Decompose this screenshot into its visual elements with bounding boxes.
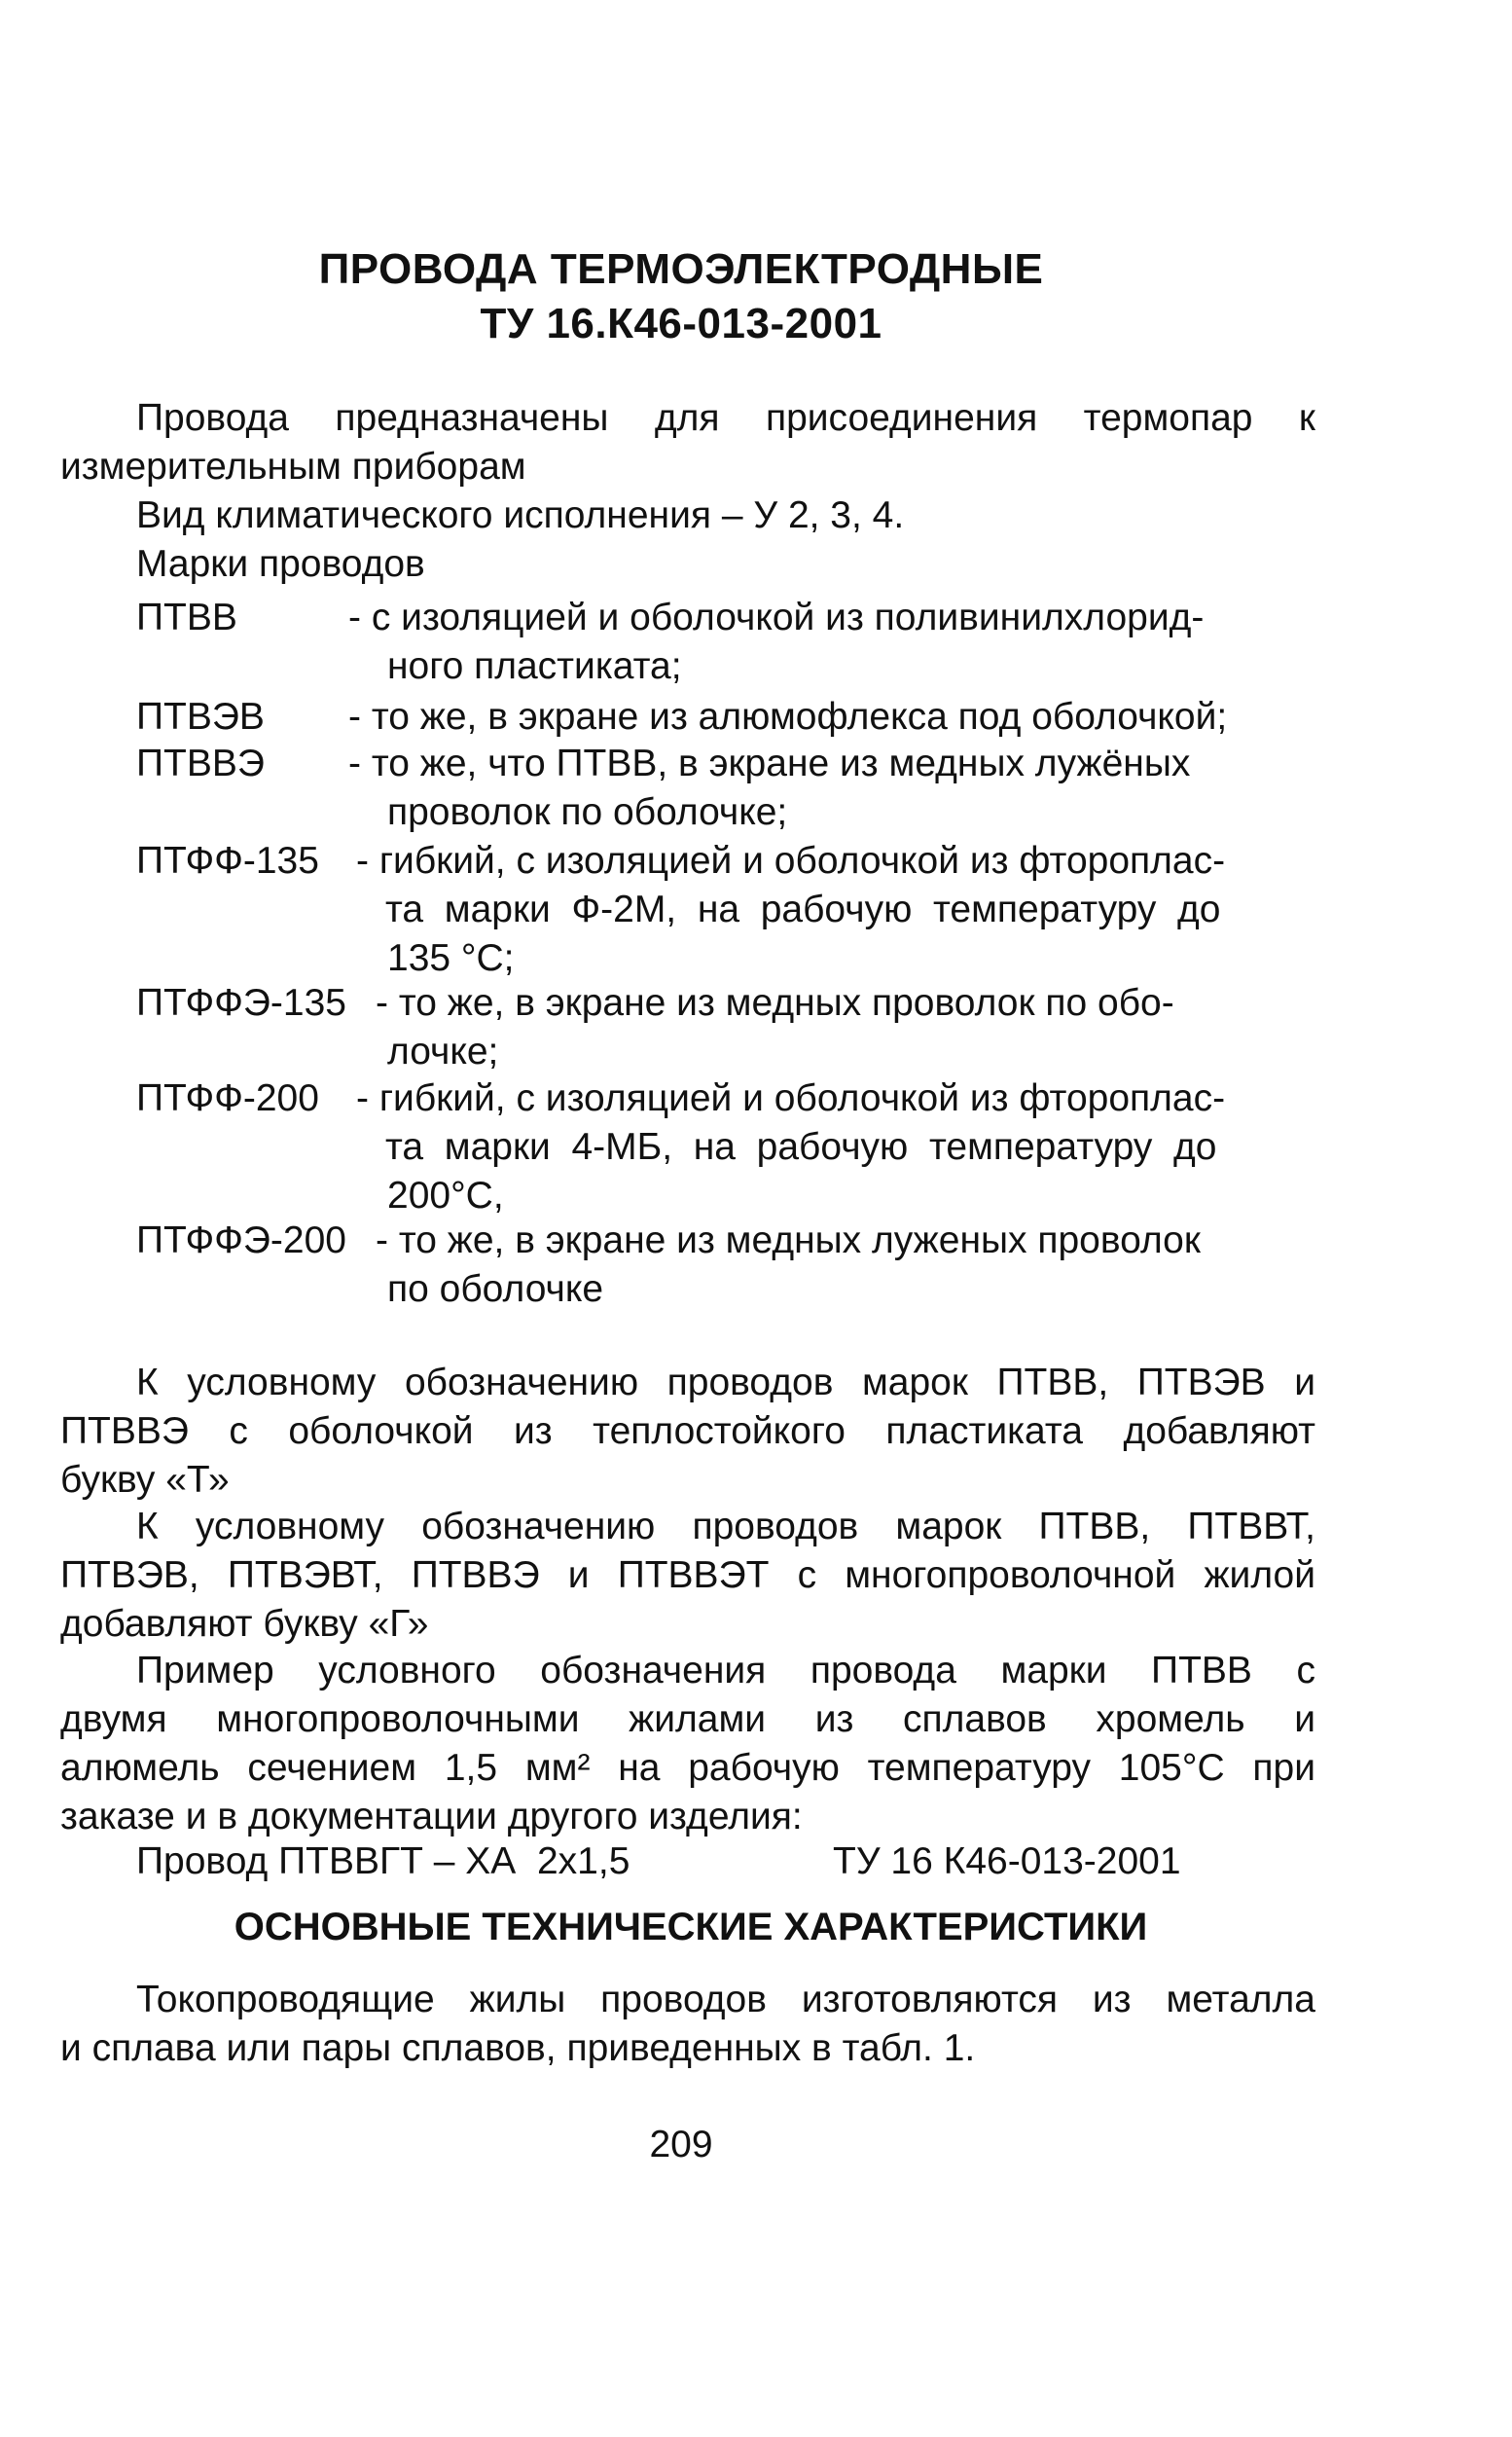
brand-code: ПТВВ [136,597,237,638]
brand-description-continued: лочке; [387,1031,499,1073]
brand-description-continued: проволок по оболочке; [387,791,788,833]
brand-description: - гибкий, с изоляцией и оболочкой из фтороплас- [356,840,1226,882]
brand-row-ptffe-135 [136,979,1315,1086]
brand-row-ptvv [136,594,1315,701]
climate-version-line: Вид климатического исполнения – У 2, 3, 4. [136,494,905,536]
brand-description-continued: та марки 4-МБ, на рабочую температуру до [385,1126,1217,1168]
note-paragraph-g-letter: К условному обозначению проводов марок ПТВВ, ПТВВТ, ПТВЭВ, ПТВЭВТ, ПТВВЭ и ПТВВЭТ с многопроволочной жилой добавляют букву «Г» [60,1506,1315,1645]
brand-row-ptvve [136,740,1315,847]
page-title: ПРОВОДА ТЕРМОЭЛЕКТРОДНЫЕ [318,245,1044,293]
designation-example-paragraph: Пример условного обозначения провода марки ПТВВ с двумя многопроволочными жилами из сплавов хромель и алюмель сечением 1,5 мм² на рабочую температуру 105°С при заказе и в документации другого изделия: [60,1650,1315,1837]
brand-row-ptff-200 [136,1074,1315,1230]
brand-description: - то же, в экране из медных луженых проволок [376,1219,1201,1261]
brand-code: ПТФФЭ-200 [136,1219,346,1261]
note-paragraph-t-letter: К условному обозначению проводов марок ПТВВ, ПТВЭВ и ПТВВЭ с оболочкой из теплостойкого пластиката добавляют букву «Т» [60,1362,1315,1501]
section-paragraph: Токопроводящие жилы проводов изготовляются из металла и сплава или пары сплавов, приведенных в табл. 1. [60,1979,1315,2069]
intro-line-1: Провода предназначены для присоединения термопар к [136,397,1315,439]
designation-example-standard: ТУ 16 К46-013-2001 [833,1840,1181,1882]
brand-code: ПТВВЭ [136,743,265,784]
brand-description-continued: 200°С, [387,1175,504,1217]
page-number: 209 [649,2124,713,2165]
brand-description-continued: 135 °С; [387,937,515,979]
brand-description-continued: ного пластиката; [387,645,682,687]
brand-row-ptff-135 [136,837,1315,993]
brand-row-ptvev [136,693,1315,746]
designation-example-wire: Провод ПТВВГТ – ХА 2х1,5 [136,1840,630,1882]
brand-description: - гибкий, с изоляцией и оболочкой из фтороплас- [356,1077,1226,1119]
standard-code-title: ТУ 16.К46-013-2001 [480,300,882,347]
intro-line-2: измерительным приборам [60,446,526,488]
brand-code: ПТВЭВ [136,696,265,738]
section-title-technical-characteristics: ОСНОВНЫЕ ТЕХНИЧЕСКИЕ ХАРАКТЕРИСТИКИ [234,1906,1148,1948]
designation-example-line [136,1837,1315,1886]
brand-description-continued: та марки Ф-2М, на рабочую температуру до [385,889,1221,930]
brand-code: ПТФФ-200 [136,1077,319,1119]
brand-description: - то же, в экране из медных проволок по обо- [376,982,1174,1024]
brand-description: - то же, в экране из алюмофлекса под оболочкой; [348,696,1228,738]
brand-row-ptffe-200 [136,1217,1315,1324]
brand-code: ПТФФЭ-135 [136,982,346,1024]
brand-description: - то же, что ПТВВ, в экране из медных лужёных [348,743,1191,784]
brand-description: - с изоляцией и оболочкой из поливинилхлорид- [348,597,1205,638]
brand-code: ПТФФ-135 [136,840,319,882]
wire-brands-heading: Марки проводов [136,543,425,585]
brand-description-continued: по оболочке [387,1268,604,1310]
